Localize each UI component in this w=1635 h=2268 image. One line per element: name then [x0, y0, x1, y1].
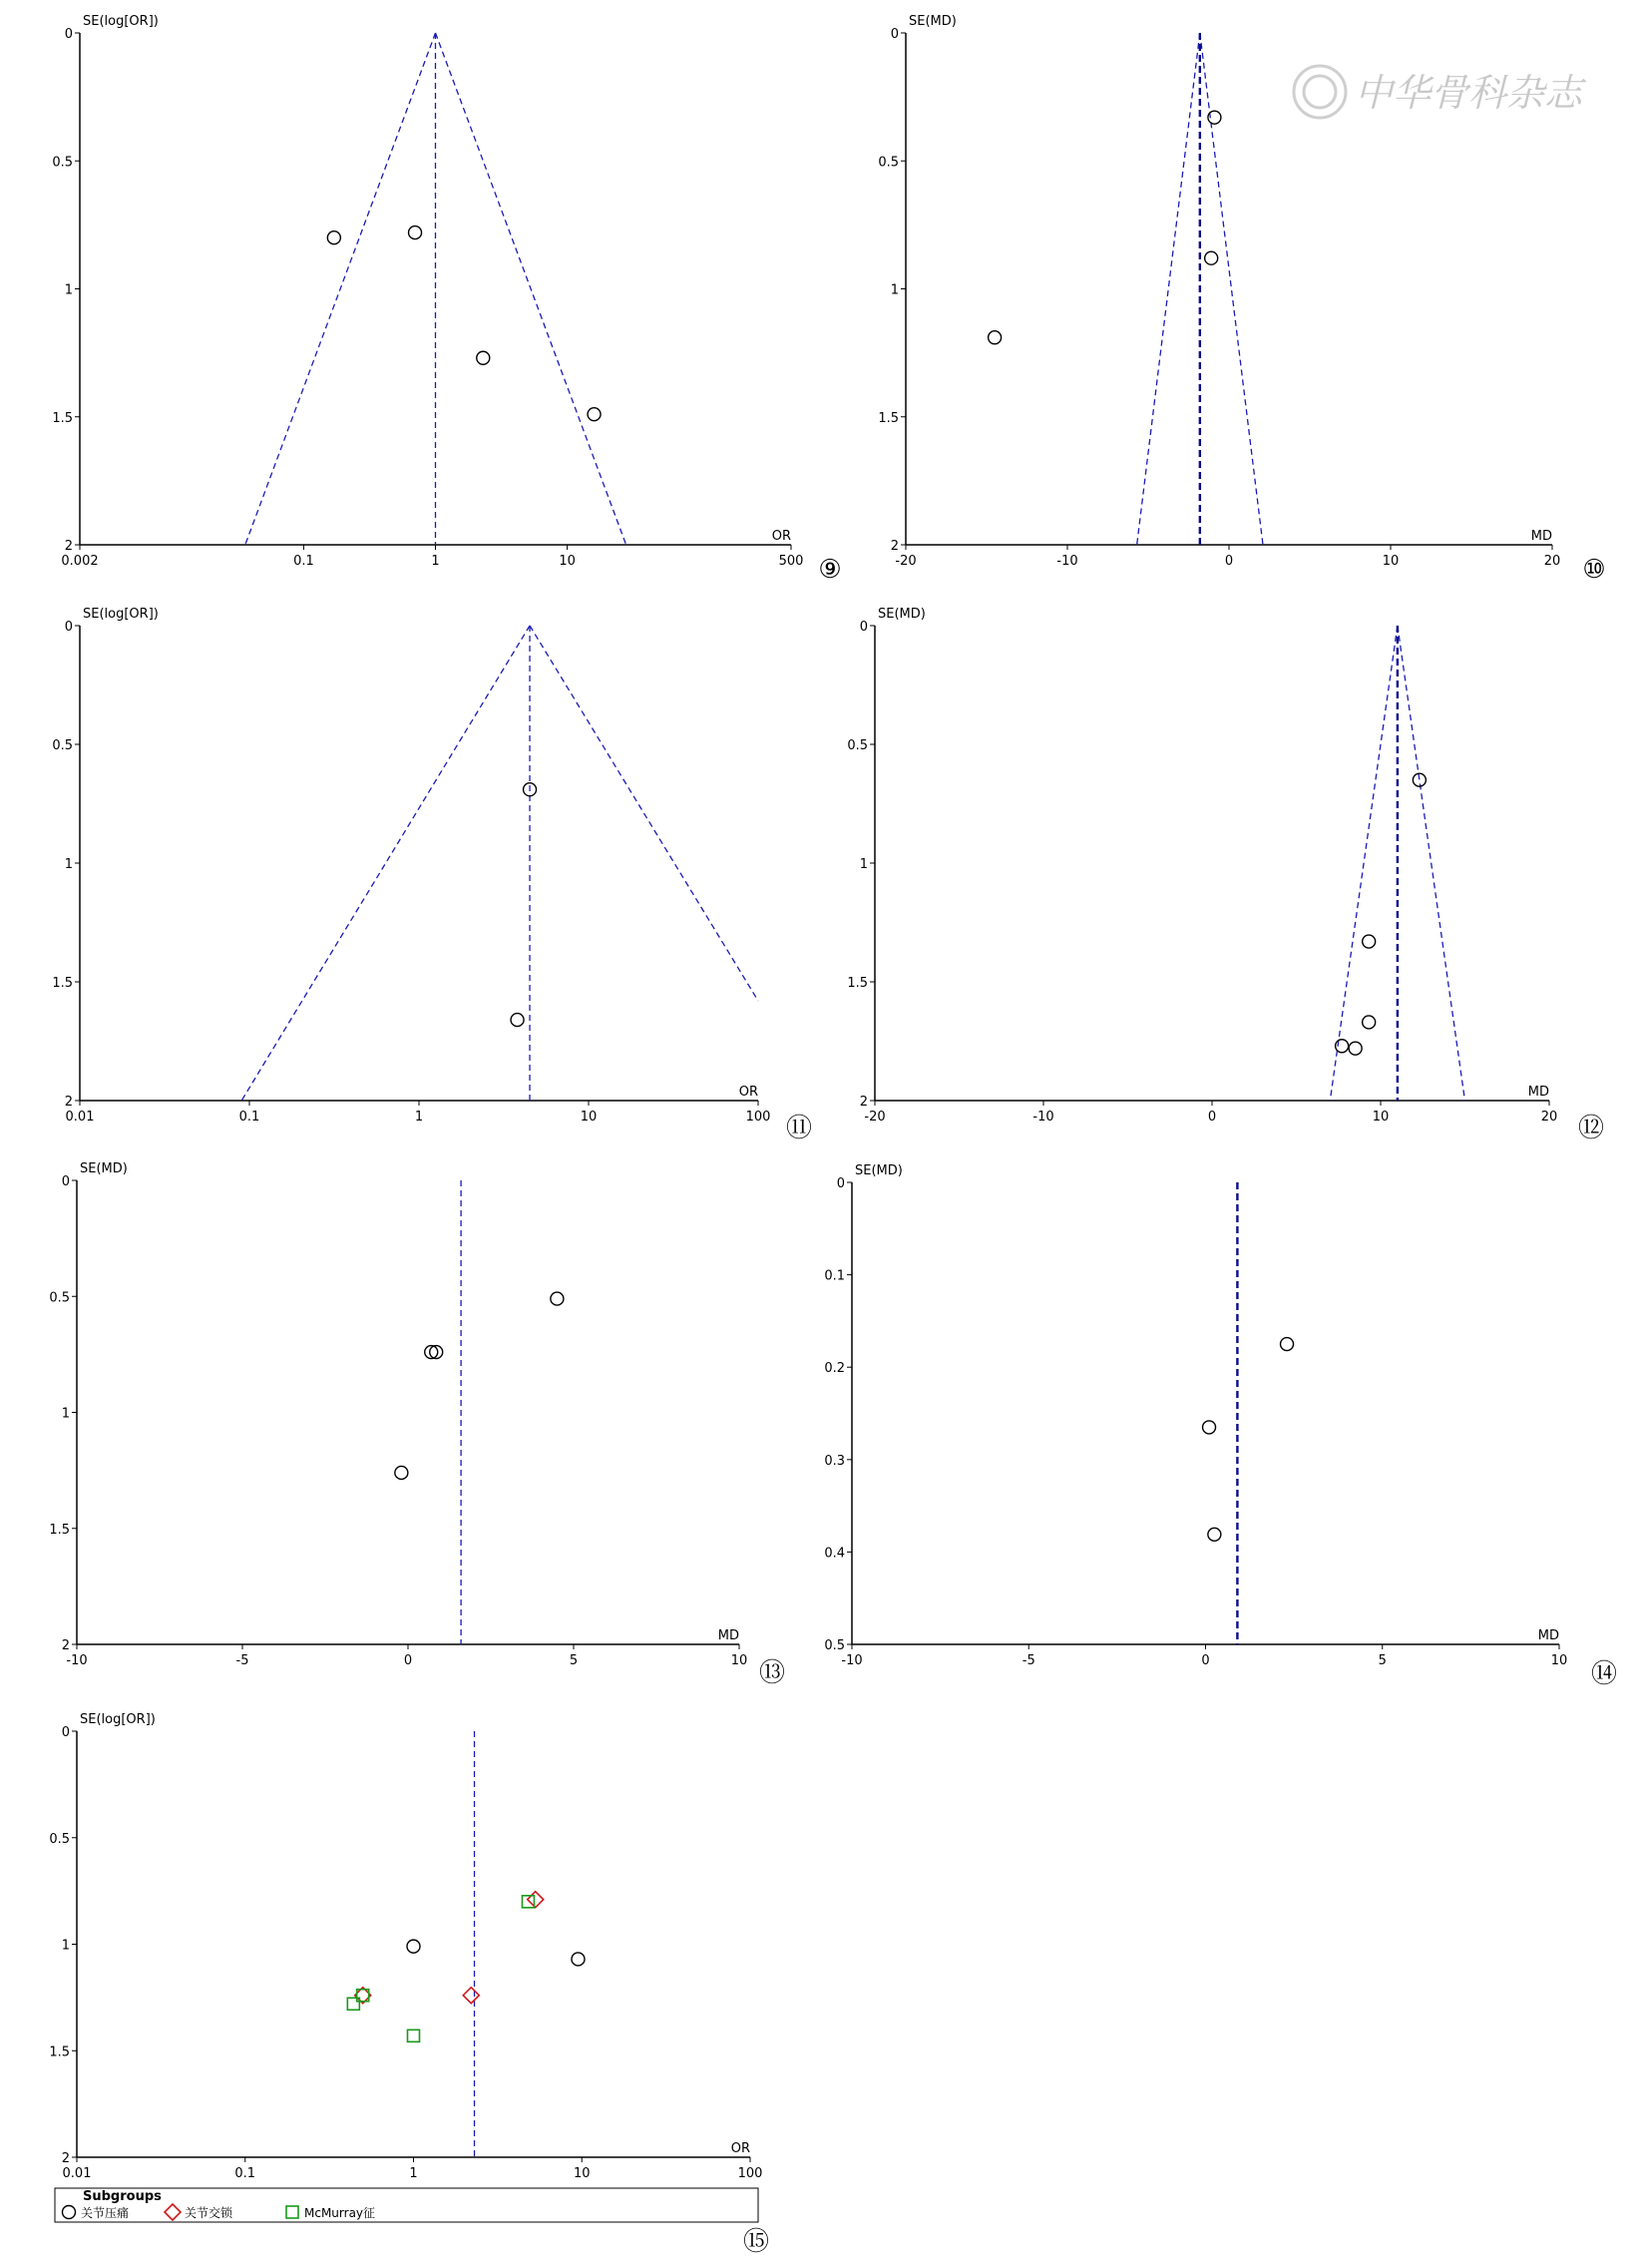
y-tick-label: 1.5: [52, 410, 73, 426]
data-point-square: [522, 1896, 534, 1908]
chart-p12: [847, 607, 1604, 1143]
y-tick-label: 1: [61, 1938, 70, 1954]
y-axis-title: SE(MD): [878, 607, 926, 622]
chart-p15: [49, 1712, 769, 2257]
y-tick-label: 0.1: [824, 1268, 845, 1284]
x-tick-label: 100: [737, 2166, 763, 2181]
y-tick-label: 0.5: [49, 1290, 70, 1306]
x-tick-label: 100: [745, 1110, 771, 1125]
legend: [55, 2188, 758, 2222]
x-tick-label: -20: [864, 1110, 886, 1125]
x-tick-label: 0: [1201, 1653, 1210, 1668]
y-tick-label: 2: [61, 2151, 70, 2166]
y-tick-label: 1.5: [878, 410, 899, 426]
data-point-circle: [588, 408, 601, 421]
y-tick-label: 1: [859, 857, 868, 872]
data-point-circle: [1281, 1338, 1294, 1351]
funnel-right-line: [1200, 33, 1263, 545]
x-tick-label: -10: [1032, 1110, 1054, 1125]
x-tick-label: 10: [1372, 1110, 1390, 1125]
x-tick-label: -10: [1056, 554, 1078, 569]
legend-title: Subgroups: [83, 2189, 162, 2204]
x-tick-label: 0.1: [234, 2166, 256, 2181]
y-tick-label: 2: [859, 1095, 868, 1110]
legend-label: 关节交锁: [185, 2206, 233, 2220]
panel-number: ⑬: [758, 1658, 786, 1688]
y-axis-title: SE(MD): [855, 1163, 903, 1178]
funnel-right-line: [1398, 626, 1465, 1101]
y-tick-label: 0.4: [824, 1546, 845, 1562]
y-tick-label: 0.5: [878, 155, 899, 171]
y-tick-label: 0: [64, 27, 73, 42]
x-axis-title: OR: [730, 2141, 750, 2156]
y-tick-label: 0: [61, 1725, 70, 1740]
x-tick-label: -10: [66, 1653, 88, 1668]
legend-marker-square: [286, 2206, 298, 2218]
data-point-square: [347, 1998, 359, 2010]
legend-label: McMurray征: [304, 2206, 376, 2220]
x-tick-label: 10: [1382, 554, 1400, 569]
chart-p14: [824, 1163, 1617, 1689]
x-tick-label: 0: [403, 1653, 413, 1668]
panel-number: ⑭: [1590, 1659, 1618, 1689]
x-tick-label: 10: [730, 1653, 748, 1668]
funnel-right-line: [436, 33, 626, 545]
y-tick-label: 1.5: [49, 1522, 70, 1538]
y-tick-label: 0.5: [847, 738, 868, 753]
x-axis-title: OR: [771, 529, 791, 544]
panel-number: ⑮: [742, 2227, 770, 2257]
data-point-circle: [327, 231, 340, 244]
data-point-diamond: [463, 1988, 479, 2004]
y-tick-label: 2: [64, 1095, 73, 1110]
x-tick-label: 500: [778, 554, 804, 569]
x-tick-label: 20: [1543, 554, 1561, 569]
y-tick-label: 2: [890, 539, 899, 554]
y-axis-title: SE(log[OR]): [83, 14, 159, 29]
x-tick-label: -20: [895, 554, 917, 569]
chart-p11: [52, 607, 812, 1143]
x-tick-label: 20: [1540, 1110, 1558, 1125]
data-point-circle: [1203, 1421, 1216, 1434]
funnel-left-line: [241, 626, 530, 1101]
data-point-circle: [511, 1014, 524, 1027]
watermark-text: 中华骨科杂志: [1355, 71, 1583, 115]
x-axis-title: MD: [1527, 1085, 1549, 1100]
x-tick-label: -5: [1022, 1653, 1035, 1668]
y-tick-label: 1: [64, 857, 73, 872]
y-tick-label: 0.3: [824, 1453, 845, 1469]
y-tick-label: 0: [64, 620, 73, 635]
y-tick-label: 1.5: [49, 2044, 70, 2060]
x-tick-label: 1: [414, 1110, 424, 1125]
x-tick-label: 10: [573, 2166, 591, 2181]
x-tick-label: -10: [841, 1653, 863, 1668]
y-tick-label: 0: [890, 27, 899, 42]
y-tick-label: 1: [61, 1406, 70, 1422]
x-axis-title: OR: [738, 1085, 758, 1100]
x-tick-label: 10: [559, 554, 576, 569]
legend-marker-diamond: [165, 2204, 181, 2220]
y-axis-title: SE(MD): [909, 14, 957, 29]
x-tick-label: 0: [1224, 554, 1234, 569]
y-tick-label: 0: [61, 1174, 70, 1189]
y-axis-title: SE(log[OR]): [83, 607, 159, 622]
funnel-left-line: [245, 33, 436, 545]
x-tick-label: 0.1: [293, 554, 314, 569]
x-tick-label: 0.1: [238, 1110, 260, 1125]
data-point-circle: [1208, 1528, 1221, 1541]
data-point-circle: [989, 331, 1002, 344]
y-tick-label: 1.5: [52, 976, 73, 991]
funnel-left-line: [1137, 33, 1200, 545]
data-point-circle: [1205, 251, 1218, 264]
data-point-circle: [409, 227, 422, 239]
y-tick-label: 0.5: [824, 1638, 845, 1653]
funnel-left-line: [1330, 626, 1398, 1101]
funnel-plots: [49, 14, 1617, 2257]
legend-label: 关节压痛: [81, 2206, 130, 2220]
panel-number: ⑩: [1582, 555, 1606, 585]
x-tick-label: 5: [569, 1653, 579, 1668]
data-point-circle: [1349, 1042, 1362, 1055]
data-point-circle: [1363, 935, 1376, 948]
x-tick-label: 0.01: [65, 1110, 95, 1125]
y-tick-label: 2: [64, 539, 73, 554]
data-point-circle: [572, 1953, 585, 1966]
y-tick-label: 0: [836, 1176, 845, 1191]
data-point-circle: [1363, 1016, 1376, 1029]
x-tick-label: 0.002: [61, 554, 99, 569]
y-axis-title: SE(MD): [80, 1161, 128, 1176]
x-tick-label: 1: [409, 2166, 418, 2181]
y-tick-label: 0.5: [52, 738, 73, 753]
funnel-right-line: [530, 626, 758, 1001]
y-axis-title: SE(log[OR]): [80, 1712, 156, 1727]
panel-number: ⑨: [818, 555, 842, 585]
y-tick-label: 1: [64, 282, 73, 298]
panel-number: ⑫: [1577, 1114, 1605, 1143]
x-axis-title: MD: [1530, 529, 1552, 544]
data-point-square: [408, 2030, 420, 2041]
y-tick-label: 2: [61, 1638, 70, 1653]
watermark: [1294, 66, 1587, 118]
x-tick-label: -5: [235, 1653, 249, 1668]
data-point-circle: [407, 1940, 420, 1953]
watermark-seal-inner: [1304, 76, 1336, 108]
y-tick-label: 1.5: [847, 976, 868, 991]
chart-p13: [49, 1161, 785, 1688]
x-tick-label: 0: [1207, 1110, 1217, 1125]
x-tick-label: 10: [1550, 1653, 1568, 1668]
x-tick-label: 10: [580, 1110, 598, 1125]
y-tick-label: 0.5: [52, 155, 73, 171]
data-point-circle: [551, 1292, 564, 1305]
legend-marker-circle: [63, 2206, 76, 2219]
data-point-circle: [395, 1466, 408, 1479]
panel-number: ⑪: [785, 1114, 813, 1143]
x-tick-label: 1: [431, 554, 440, 569]
x-tick-label: 0.01: [62, 2166, 92, 2181]
x-axis-title: MD: [1537, 1628, 1559, 1643]
chart-p9: [52, 14, 841, 585]
y-tick-label: 0.5: [49, 1831, 70, 1847]
data-point-diamond: [528, 1892, 544, 1908]
x-axis-title: MD: [717, 1628, 739, 1643]
y-tick-label: 0.2: [824, 1361, 845, 1377]
watermark-seal-icon: [1294, 66, 1346, 118]
y-tick-label: 0: [859, 620, 868, 635]
x-tick-label: 5: [1378, 1653, 1387, 1668]
data-point-circle: [477, 351, 490, 364]
y-tick-label: 1: [890, 282, 899, 298]
